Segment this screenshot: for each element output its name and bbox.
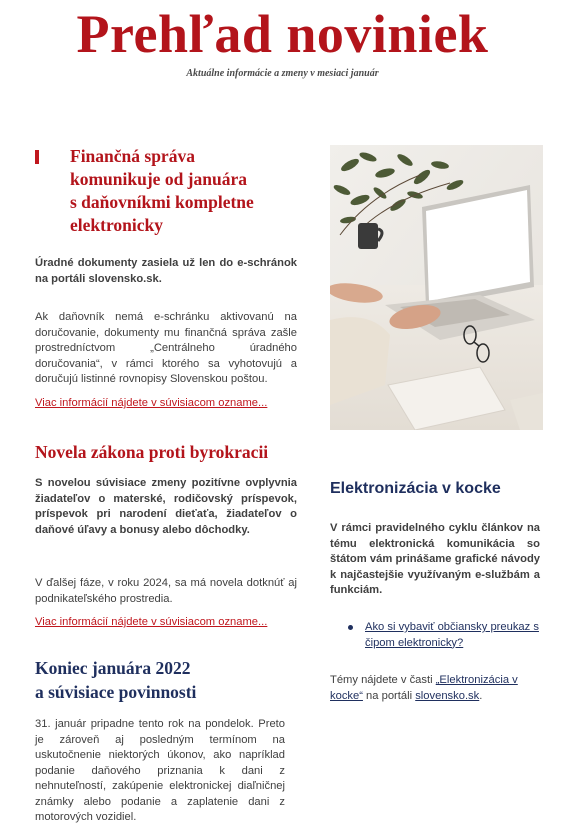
article2-body: V ďalšej fáze, v roku 2024, sa má novela dotknúť aj podnikateľského prostredia. [35,577,297,605]
slovensko-portal-link[interactable]: slovensko.sk [415,689,480,702]
sidebar-link-list [345,620,545,651]
topics-middle: na portáli [362,689,416,702]
article1-heading-line: elektronicky [70,215,164,235]
article2-heading: Novela zákona proti byrokracii [35,442,269,462]
article1-heading-line: komunikuje od januára [70,169,247,189]
article3-heading-line: Koniec januára 2022 [35,658,191,678]
laptop-typing-photo [330,145,543,430]
article2-lead: S novelou súvisiace zmeny pozitívne ovplyvnia žiadateľov o materské, rodičovský príspevok, príspevok pri narodení dieťaťa, žiadateľov o daňové úľavy a bonusy alebo dôchodky. [35,477,297,536]
topics-prefix: Témy nájdete v časti [330,674,436,686]
list-item [345,620,545,651]
id-card-guide-link[interactable]: Ako si vybaviť občiansky preukaz s čipom elektronicky? [365,621,539,649]
article3-body: 31. január pripadne tento rok na pondelok. Preto je zároveň aj posledným termínom na uskutočnenie niektorých úkonov, ako napríklad podanie daňového priznania k dani z nehnuteľností, zakúpenie elektronickej diaľničnej známky alebo podanie a zaplatenie dani z motorových vozidiel. [35,718,285,823]
article1-heading [70,145,320,237]
article1-more-link[interactable]: Viac informácií nájdete v súvisiacom ozname... [35,397,268,409]
article3-heading [35,656,315,704]
sidebar-topics-note [330,673,542,704]
article1-heading-line: Finančná správa [70,146,195,166]
topics-suffix: . [479,689,483,702]
sidebar-heading: Elektronizácia v kocke [330,480,501,497]
article2-more-link[interactable]: Viac informácií nájdete v súvisiacom ozname... [35,616,268,628]
elektronizacia-section-link[interactable]: „Elektronizácia v kocke“ [330,674,518,702]
article1-heading-line: s daňovníkmi kompletne [70,192,254,212]
bullet-icon [348,625,353,630]
article1-lead: Úradné dokumenty zasiela už len do e-schránok na portáli slovensko.sk. [35,257,297,285]
article3-heading-line: a súvisiace povinnosti [35,682,197,702]
sidebar-lead: V rámci pravidelného cyklu článkov na tému elektronická komunikácia so štátom vám prinášame grafické návody k najčastejšie využívaným e-službám a funkciám. [330,522,540,596]
article1-body: Ak daňovník nemá e-schránku aktivovanú na doručovanie, dokumenty mu finančná správa zašle prostredníctvom „Centrálneho úradného doručovania“, v rámci ktorého sa vyhotovujú a doručujú listinné rovnopisy Slovenskou poštou. [35,311,297,385]
newsletter-title: Prehľad noviniek [76,4,489,64]
newsletter-subtitle: Aktuálne informácie a zmeny v mesiaci január [186,68,379,79]
heading-accent-bar [35,150,39,164]
